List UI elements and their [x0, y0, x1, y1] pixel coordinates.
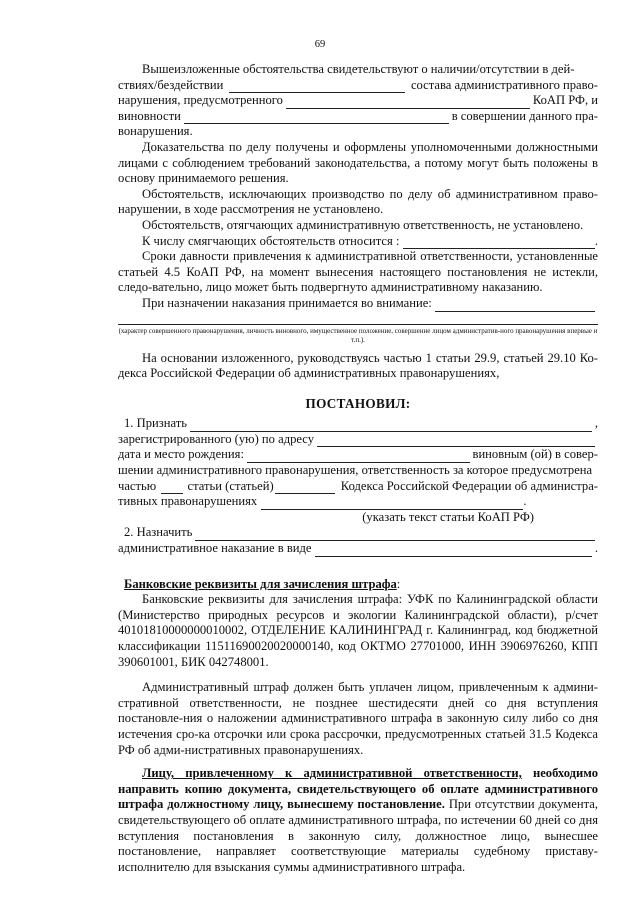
page-number: 69 — [314, 39, 326, 50]
p1-line2: ствиях/бездействии состава административного право- — [118, 77, 598, 92]
p1-line5: вонарушения. — [118, 124, 193, 139]
guilt-blank[interactable] — [184, 112, 449, 124]
decision-line4: шении административного правонарушения, ответственность за которое предусмотрена — [118, 463, 593, 478]
paragraph-aggravating: Обстоятельств, отягчающих административную ответственность, не установлено. — [142, 217, 584, 232]
paragraph-payment-proof: Лицу, привлеченному к административной ответственности, необходимо направить копию документа, свидетельствующего об оплате административного штрафа должностному лицу, вынесшему постановление. При отсутствии документа, свидетельствующего об оплате административного штрафа, по истечении 60 дней со дня вступления постановления в законную силу, должностное лицо, вынесшее постановление, направляет соответствующие материалы судебному приставу-исполнителю для взыскания суммы административного штрафа. — [118, 766, 598, 874]
p1-line3: нарушения, предусмотренного КоАП РФ, и — [118, 93, 598, 108]
person-name-blank[interactable] — [190, 420, 592, 432]
paragraph-limitation: Сроки давности привлечения к административной ответственности, установленные статьей 4.5 КоАП РФ, на момент вынесения настоящего постановления не истекли, следо-вательно, лицо может быть подвергнуто административному наказанию. — [118, 249, 598, 295]
paragraph-evidence: Доказательства по делу получены и оформлены уполномоченными должностными лицами с соблюдением требований законодательства, а потому могут быть положены в основу принимаемого решения. — [118, 139, 598, 186]
koap-text-blank[interactable] — [261, 498, 523, 510]
part-blank[interactable] — [161, 482, 182, 494]
decision-line8: административное наказание в виде . — [118, 541, 598, 556]
paragraph-excluding: Обстоятельств, исключающих производство по делу об административном право-нарушении, в ходе рассмотрения не установлено. — [118, 186, 598, 217]
paragraph-payment-deadline: Административный штраф должен быть уплачен лицом, привлеченным к админи-стративной ответственности, не позднее шестидесяти дней со дня вступления постановле-ния о наложении административного штрафа в законную силу либо со дня истечения сро-ка отсрочки или срока рассрочки, предусмотренных статьей 31.5 Кодекса РФ об адми-нистративных правонарушениях. — [118, 680, 598, 757]
assign-blank[interactable] — [195, 529, 595, 541]
decision-line5: частью статьи (статьей) Кодекса Российской Федерации об администра- — [118, 478, 598, 493]
decision-heading: ПОСТАНОВИЛ: — [305, 395, 411, 411]
decision-line1: 1. Признать , — [124, 416, 598, 431]
article-number-blank[interactable] — [275, 482, 335, 494]
paragraph-mitigating: К числу смягчающих обстоятельств относится : . — [142, 233, 598, 248]
p1-line4: виновности в совершении данного пра- — [118, 108, 598, 123]
paragraph-consideration: При назначении наказания принимается во внимание: — [118, 296, 598, 312]
penalty-blank[interactable] — [315, 545, 592, 557]
koap-hint: (указать текст статьи КоАП РФ) — [362, 509, 534, 524]
decision-line3: дата и место рождения: виновным (ой) в совер- — [118, 447, 598, 462]
bank-heading: Банковские реквизиты для зачисления штрафа: — [124, 576, 401, 591]
document-body — [118, 62, 598, 875]
mitigating-blank[interactable] — [403, 237, 594, 249]
consideration-hint: (характер совершенного правонарушения, личность виновного, имущественное положение, совершение лицом административ-ного правонарушения впервые и т.п.). — [118, 326, 598, 344]
consideration-blank[interactable] — [435, 300, 595, 312]
offender-blank[interactable] — [229, 81, 405, 93]
decision-line7: 2. Назначить — [118, 525, 598, 541]
birth-blank[interactable] — [247, 451, 470, 463]
p1-line1: Вышеизложенные обстоятельства свидетельствуют о наличии/отсутствии в дей- — [142, 62, 575, 76]
paragraph-basis: На основании изложенного, руководствуясь частью 1 статьи 29.9, статьей 29.10 Ко-декса Российской Федерации об административных правонарушениях, — [118, 350, 598, 381]
consideration-line-2[interactable] — [118, 312, 598, 325]
decision-line6: тивных правонарушениях . — [118, 494, 527, 509]
bank-details: Банковские реквизиты для зачисления штрафа: УФК по Калининградской области (Министерство природных ресурсов и экологии Калининградской области), р/счет 40101810000000010002, ОТДЕЛЕНИЕ КАЛИНИНГРАД г. Калининград, код бюджетной классификации 11511690020020000140, код ОКТМО 27701000, ИНН 3906976260, КПП 390601001, БИК 042748001. — [118, 592, 598, 669]
decision-line2: зарегистрированного (ую) по адресу — [118, 432, 598, 448]
address-blank[interactable] — [317, 435, 595, 447]
article-blank[interactable] — [286, 97, 530, 109]
